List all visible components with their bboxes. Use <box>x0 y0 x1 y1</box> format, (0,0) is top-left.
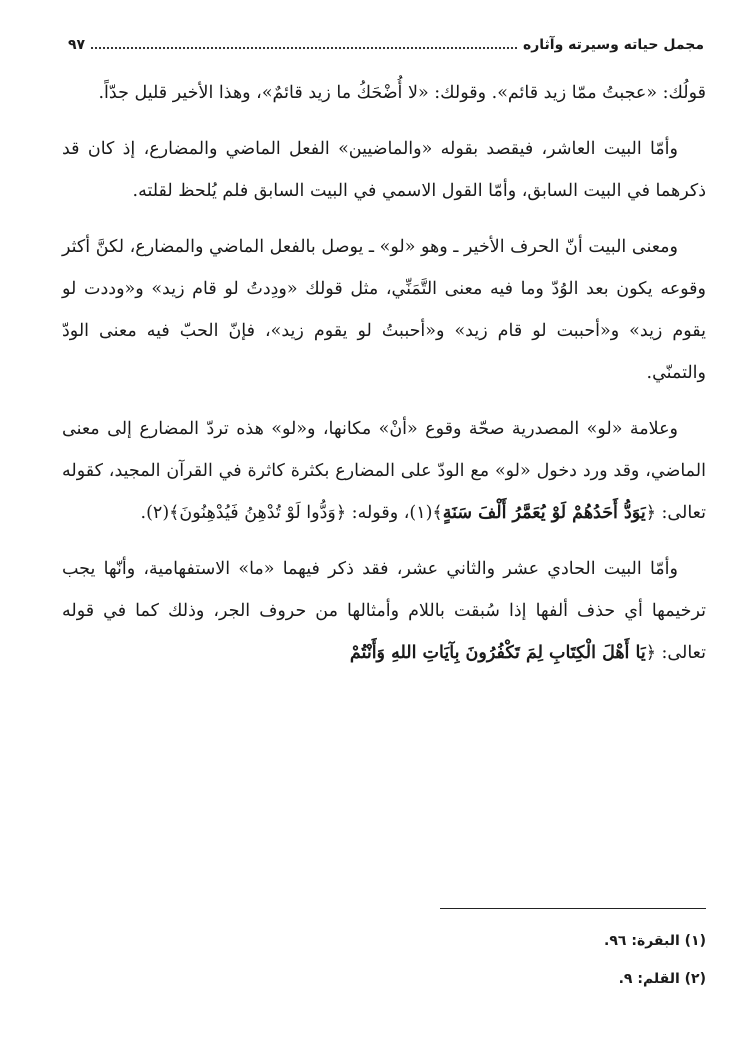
quran-verse: يَا أَهْلَ الْكِتَابِ لِمَ تَكْفُرُونَ بِآيَاتِ اللهِ وَأَنْتُمْ <box>349 643 646 663</box>
paragraph-text: وعلامة «لو» المصدرية صحّة وقوع «أنْ» مكانها، و«لو» هذه تردّ المضارع إلى معنى الماضي، وقد ورد دخول «لو» مع الودّ على المضارع بكثرة كاثرة في القرآن المجيد، كقوله تعالى: ﴿ <box>62 419 706 523</box>
paragraph <box>62 226 706 394</box>
page-number: ٩٧ <box>68 37 86 53</box>
running-title: مجمل حياته وسيرته وآثاره <box>522 37 704 53</box>
paragraph <box>62 72 706 114</box>
footnote: (٢) القلم: ٩. <box>618 971 706 987</box>
paragraph-text: وأمّا البيت العاشر، فيقصد بقوله «والماضيين» الفعل الماضي والمضارع، إذ كان قد ذكرهما في البيت السابق، وأمّا القول الاسمي في البيت السابق فلم يُلحظ لقلته. <box>62 139 706 201</box>
paragraph <box>62 548 706 674</box>
paragraph <box>62 408 706 534</box>
main-text <box>62 72 706 688</box>
paragraph-text: ومعنى البيت أنّ الحرف الأخير ـ وهو «لو» ـ يوصل بالفعل الماضي والمضارع، لكنَّ أكثر وقوعه يكون بعد الوُدّ وما فيه معنى التَّمَنِّي، مثل قولك «ودِدتُ لو قام زيد» و«وددت لو يقوم زيد» و«أحببت لو قام زيد» و«أحببتُ لو يقوم زيد»، فإنّ الحبّ فيه معنى الودّ والتمنّي. <box>62 237 706 383</box>
paragraph-text: وأمّا البيت الحادي عشر والثاني عشر، فقد ذكر فيهما «ما» الاستفهامية، وأنّها يجب ترخيمها أي حذف ألفها إذا سُبقت باللام وأمثالها من حروف الجر، وذلك كما في قوله تعالى: ﴿ <box>62 559 706 663</box>
footnote: (١) البقرة: ٩٦. <box>604 933 706 949</box>
footnote-separator <box>440 908 706 909</box>
paragraph <box>62 128 706 212</box>
dotted-leader <box>91 47 517 49</box>
footnotes <box>62 922 706 998</box>
paragraph-text: قولُك: «عجبتُ ممّا زيد قائم». وقولك: «لا أُضْحَكُ ما زيد قائمٌ»، وهذا الأخير قليل جدّاً. <box>98 83 706 103</box>
quran-verse: يَوَدُّ أَحَدُهُمْ لَوْ يُعَمَّرُ أَلْفَ سَنَةٍ <box>442 503 646 523</box>
page-header <box>68 30 704 60</box>
paragraph-text: ﴾(١)، وقوله: ﴿وَدُّوا لَوْ تُدْهِنُ فَيُدْهِنُونَ﴾(٢). <box>140 503 443 523</box>
